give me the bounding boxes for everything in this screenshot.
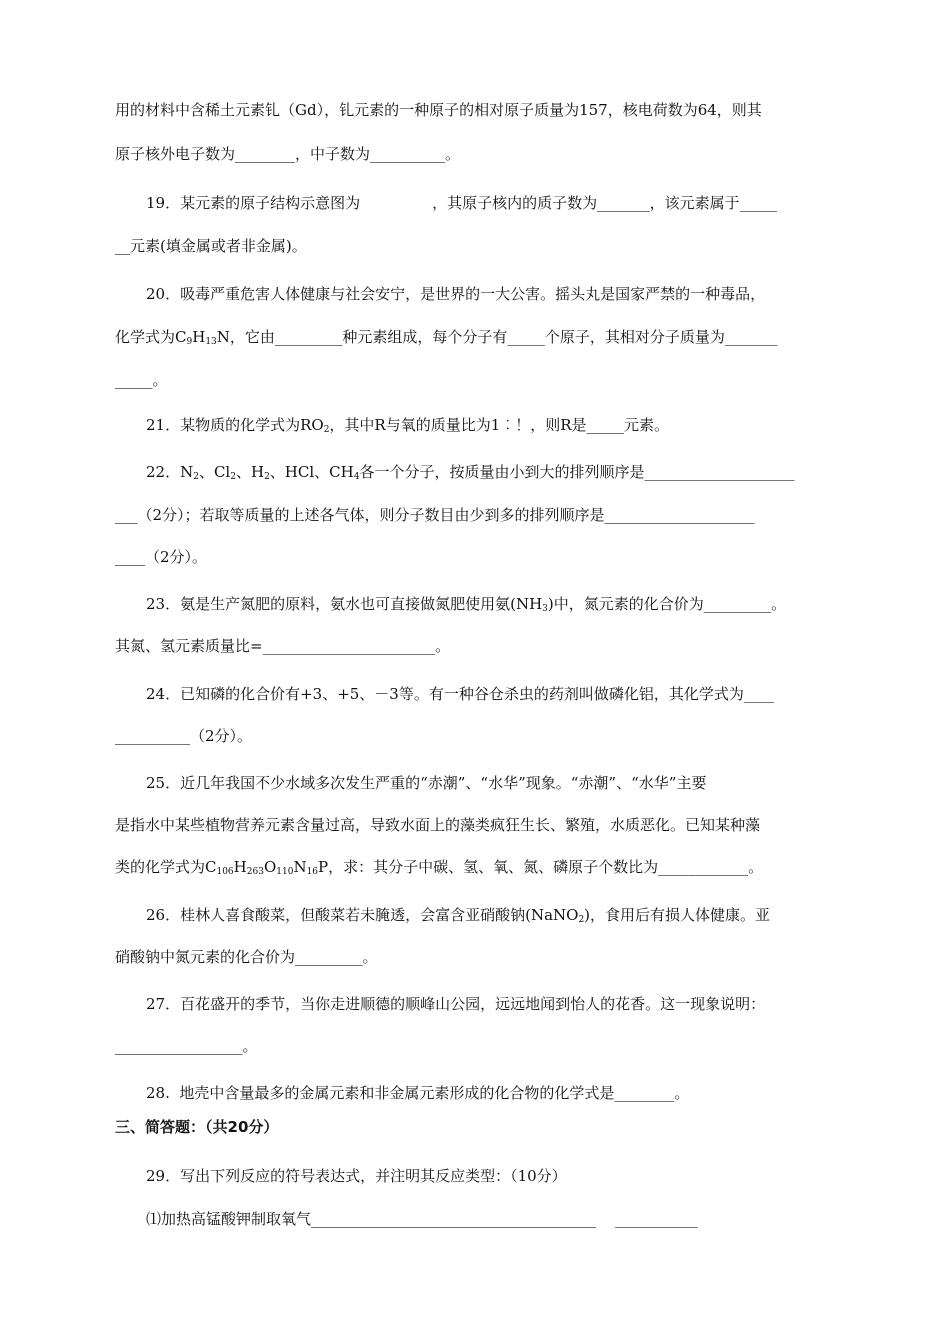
text-line: _________________。 [115,1037,258,1055]
text-line: 其氮、氢元素质量比=_______________________。 [115,637,451,655]
text-line: _____。 [115,371,168,389]
question-23-line: 23．氨是生产氮肥的原料，氨水也可直接做氮肥使用氨$(NH_3)$中，氮元素的化合价为_________。 [146,595,787,614]
text-line: ____（2分）。 [115,548,208,566]
text-line: 是指水中某些植物营养元素含量过高，导致水面上的藻类疯狂生长、繁殖，水质恶化。已知某种藻 [115,816,761,834]
text-line: ___（2分）；若取等质量的上述各气体，则分子数目由少到多的排列顺序是____________________ [115,506,755,524]
text-line: 原子核外电子数为________，中子数为__________。 [115,145,461,163]
text-line: 类的化学式为$C_{106}H_{263}O_{110}N_{16}P$，求：其分子中碳、氢、氧、氮、磷原子个数比为____________。 [115,858,764,877]
text-line: 化学式为$C_9H_{13}N$，它由_________种元素组成，每个分子有_____个原子，其相对分子质量为_______ [115,328,778,347]
question-24-line: 24．已知磷的化合价有+3、+5、－3等。有一种谷仓杀虫的药剂叫做磷化铝，其化学式为____ [146,685,774,703]
text-line: __________（2分）。 [115,727,253,745]
text-line: 用的材料中含稀土元素钆（Gd），钆元素的一种原子的相对原子质量为157，核电荷数为64，则其 [115,101,762,119]
question-29-item-1: ⑴加热高锰酸钾制取氧气______________________________________ ___________ [146,1210,698,1228]
question-27-line: 27．百花盛开的季节，当你走进顺德的顺峰山公园，远远地闻到怡人的花香。这一现象说明： [146,995,766,1013]
question-26-line: 26．桂林人喜食酸菜，但酸菜若未腌透，会富含亚硝酸钠(NaNO$_2$)，食用后有损人体健康。亚 [146,906,771,925]
question-28-line: 28. 地壳中含量最多的金属元素和非金属元素形成的化合物的化学式是________。 [146,1084,690,1102]
text-line: 硝酸钠中氮元素的化合价为_________。 [115,948,378,966]
question-22-line: 22．$N_2$、$Cl_2$、$H_2$、HCl、$CH_4$各一个分子，按质量由小到大的排列顺序是____________________ [146,463,795,482]
question-25-line: 25．近几年我国不少水域多次发生严重的“赤潮”、“水华”现象。“赤潮”、“水华”主要 [146,774,707,792]
text-line: __元素(填金属或者非金属)。 [115,237,307,255]
question-19-line: 19．某元素的原子结构示意图为 ，其原子核内的质子数为_______，该元素属于_____ [146,194,778,212]
question-29-line: 29．写出下列反应的符号表达式，并注明其反应类型：（10分） [146,1167,567,1185]
question-20-line: 20．吸毒严重危害人体健康与社会安宁，是世界的一大公害。摇头丸是国家严禁的一种毒品， [146,285,766,303]
question-21-line: 21．某物质的化学式为$RO_2$，其中R与氧的质量比为1︰！，则R是_____元素。 [146,416,670,435]
section-heading: 三、简答题：（共20分） [115,1118,279,1136]
